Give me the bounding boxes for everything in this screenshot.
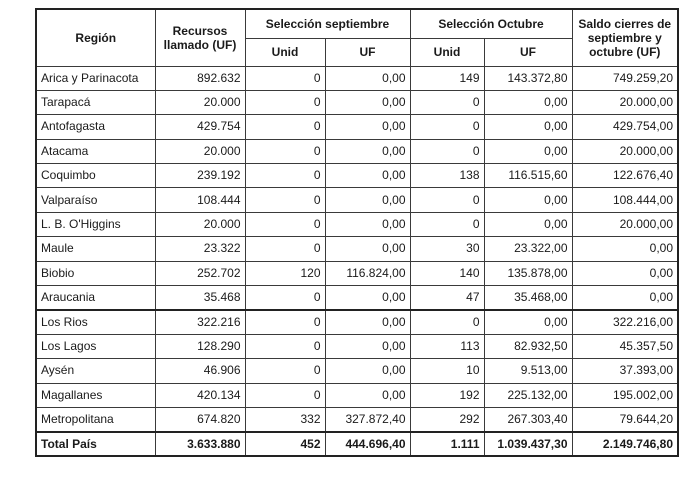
table-row (36, 310, 678, 334)
cell-balance: 20.000,00 (572, 212, 678, 236)
header-balance: Saldo cierres de septiembre y octubre (UF) (572, 9, 678, 66)
header-october: Selección Octubre (410, 9, 572, 38)
cell-sep-uf: 327.872,40 (325, 407, 410, 431)
header-sep-uf: UF (325, 38, 410, 66)
cell-balance: 20.000,00 (572, 90, 678, 114)
cell-oct-uf: 0,00 (484, 139, 572, 163)
cell-resources: 429.754 (155, 115, 245, 139)
header-september: Selección septiembre (245, 9, 410, 38)
table-row (36, 188, 678, 212)
cell-sep-unid: 0 (245, 164, 325, 188)
cell-balance: 322.216,00 (572, 310, 678, 334)
table-row (36, 261, 678, 285)
cell-oct-uf: 0,00 (484, 310, 572, 334)
cell-oct-unid: 149 (410, 66, 484, 90)
cell-balance: 749.259,20 (572, 66, 678, 90)
cell-region: Atacama (36, 139, 155, 163)
cell-oct-unid: 0 (410, 212, 484, 236)
cell-oct-unid: 10 (410, 359, 484, 383)
cell-oct-uf: 267.303,40 (484, 407, 572, 431)
cell-resources: 322.216 (155, 310, 245, 334)
cell-resources: 23.322 (155, 237, 245, 261)
cell-oct-uf: 9.513,00 (484, 359, 572, 383)
regional-selection-table (35, 8, 679, 457)
cell-oct-unid: 0 (410, 115, 484, 139)
cell-resources: 35.468 (155, 286, 245, 310)
cell-sep-unid: 0 (245, 237, 325, 261)
table-row (36, 66, 678, 90)
cell-balance: 0,00 (572, 237, 678, 261)
cell-sep-uf: 0,00 (325, 115, 410, 139)
cell-sep-unid: 0 (245, 66, 325, 90)
cell-region: Los Lagos (36, 334, 155, 358)
cell-oct-unid: 1.111 (410, 432, 484, 456)
cell-region: Los Rios (36, 310, 155, 334)
cell-resources: 239.192 (155, 164, 245, 188)
cell-oct-unid: 0 (410, 188, 484, 212)
table-row (36, 359, 678, 383)
cell-region: Biobio (36, 261, 155, 285)
cell-sep-uf: 0,00 (325, 164, 410, 188)
cell-sep-uf: 0,00 (325, 139, 410, 163)
cell-sep-uf: 0,00 (325, 188, 410, 212)
cell-oct-uf: 23.322,00 (484, 237, 572, 261)
cell-sep-uf: 0,00 (325, 66, 410, 90)
cell-region: Tarapacá (36, 90, 155, 114)
cell-region: Valparaíso (36, 188, 155, 212)
cell-resources: 252.702 (155, 261, 245, 285)
cell-region: Maule (36, 237, 155, 261)
cell-balance: 195.002,00 (572, 383, 678, 407)
header-region: Región (36, 9, 155, 66)
cell-oct-uf: 0,00 (484, 188, 572, 212)
cell-sep-uf: 444.696,40 (325, 432, 410, 456)
table-row (36, 383, 678, 407)
header-oct-uf: UF (484, 38, 572, 66)
cell-oct-uf: 1.039.437,30 (484, 432, 572, 456)
cell-oct-uf: 35.468,00 (484, 286, 572, 310)
table-header (36, 9, 678, 66)
cell-sep-unid: 120 (245, 261, 325, 285)
cell-oct-uf: 225.132,00 (484, 383, 572, 407)
header-oct-unid: Unid (410, 38, 484, 66)
cell-sep-unid: 452 (245, 432, 325, 456)
cell-sep-unid: 0 (245, 90, 325, 114)
table-row (36, 286, 678, 310)
cell-resources: 674.820 (155, 407, 245, 431)
cell-sep-unid: 0 (245, 310, 325, 334)
header-resources: Recursos llamado (UF) (155, 9, 245, 66)
cell-sep-uf: 0,00 (325, 212, 410, 236)
cell-resources: 3.633.880 (155, 432, 245, 456)
table-row (36, 334, 678, 358)
total-row (36, 432, 678, 456)
cell-oct-uf: 143.372,80 (484, 66, 572, 90)
cell-sep-unid: 0 (245, 286, 325, 310)
cell-balance: 45.357,50 (572, 334, 678, 358)
table-row (36, 212, 678, 236)
cell-oct-uf: 0,00 (484, 212, 572, 236)
cell-oct-unid: 0 (410, 310, 484, 334)
cell-balance: 37.393,00 (572, 359, 678, 383)
cell-resources: 892.632 (155, 66, 245, 90)
cell-region: Total País (36, 432, 155, 456)
cell-oct-uf: 116.515,60 (484, 164, 572, 188)
cell-oct-unid: 0 (410, 90, 484, 114)
table-container (35, 8, 679, 457)
cell-balance: 79.644,20 (572, 407, 678, 431)
cell-oct-unid: 292 (410, 407, 484, 431)
header-sep-unid: Unid (245, 38, 325, 66)
cell-oct-uf: 0,00 (484, 115, 572, 139)
cell-oct-unid: 192 (410, 383, 484, 407)
cell-oct-uf: 0,00 (484, 90, 572, 114)
cell-sep-uf: 0,00 (325, 383, 410, 407)
cell-sep-uf: 116.824,00 (325, 261, 410, 285)
table-row (36, 90, 678, 114)
cell-oct-uf: 82.932,50 (484, 334, 572, 358)
cell-resources: 420.134 (155, 383, 245, 407)
cell-resources: 20.000 (155, 139, 245, 163)
cell-region: Araucania (36, 286, 155, 310)
cell-oct-unid: 113 (410, 334, 484, 358)
cell-region: Metropolitana (36, 407, 155, 431)
cell-oct-unid: 0 (410, 139, 484, 163)
table-row (36, 237, 678, 261)
cell-region: L. B. O'Higgins (36, 212, 155, 236)
cell-sep-unid: 0 (245, 359, 325, 383)
cell-sep-uf: 0,00 (325, 237, 410, 261)
cell-sep-uf: 0,00 (325, 310, 410, 334)
cell-oct-uf: 135.878,00 (484, 261, 572, 285)
cell-sep-uf: 0,00 (325, 334, 410, 358)
cell-resources: 20.000 (155, 90, 245, 114)
cell-sep-unid: 332 (245, 407, 325, 431)
cell-balance: 2.149.746,80 (572, 432, 678, 456)
table-row (36, 407, 678, 431)
cell-balance: 108.444,00 (572, 188, 678, 212)
table-row (36, 115, 678, 139)
cell-sep-unid: 0 (245, 383, 325, 407)
cell-balance: 0,00 (572, 286, 678, 310)
cell-sep-uf: 0,00 (325, 359, 410, 383)
cell-resources: 20.000 (155, 212, 245, 236)
cell-oct-unid: 138 (410, 164, 484, 188)
cell-sep-unid: 0 (245, 139, 325, 163)
cell-balance: 0,00 (572, 261, 678, 285)
table-row (36, 139, 678, 163)
table-row (36, 164, 678, 188)
cell-region: Arica y Parinacota (36, 66, 155, 90)
cell-oct-unid: 47 (410, 286, 484, 310)
cell-region: Coquimbo (36, 164, 155, 188)
cell-oct-unid: 140 (410, 261, 484, 285)
cell-sep-unid: 0 (245, 334, 325, 358)
cell-balance: 20.000,00 (572, 139, 678, 163)
cell-sep-uf: 0,00 (325, 90, 410, 114)
table-body (36, 66, 678, 456)
cell-region: Aysén (36, 359, 155, 383)
cell-resources: 108.444 (155, 188, 245, 212)
cell-resources: 128.290 (155, 334, 245, 358)
cell-region: Magallanes (36, 383, 155, 407)
cell-sep-uf: 0,00 (325, 286, 410, 310)
cell-sep-unid: 0 (245, 115, 325, 139)
cell-sep-unid: 0 (245, 188, 325, 212)
cell-balance: 429.754,00 (572, 115, 678, 139)
cell-balance: 122.676,40 (572, 164, 678, 188)
cell-oct-unid: 30 (410, 237, 484, 261)
cell-resources: 46.906 (155, 359, 245, 383)
cell-sep-unid: 0 (245, 212, 325, 236)
cell-region: Antofagasta (36, 115, 155, 139)
